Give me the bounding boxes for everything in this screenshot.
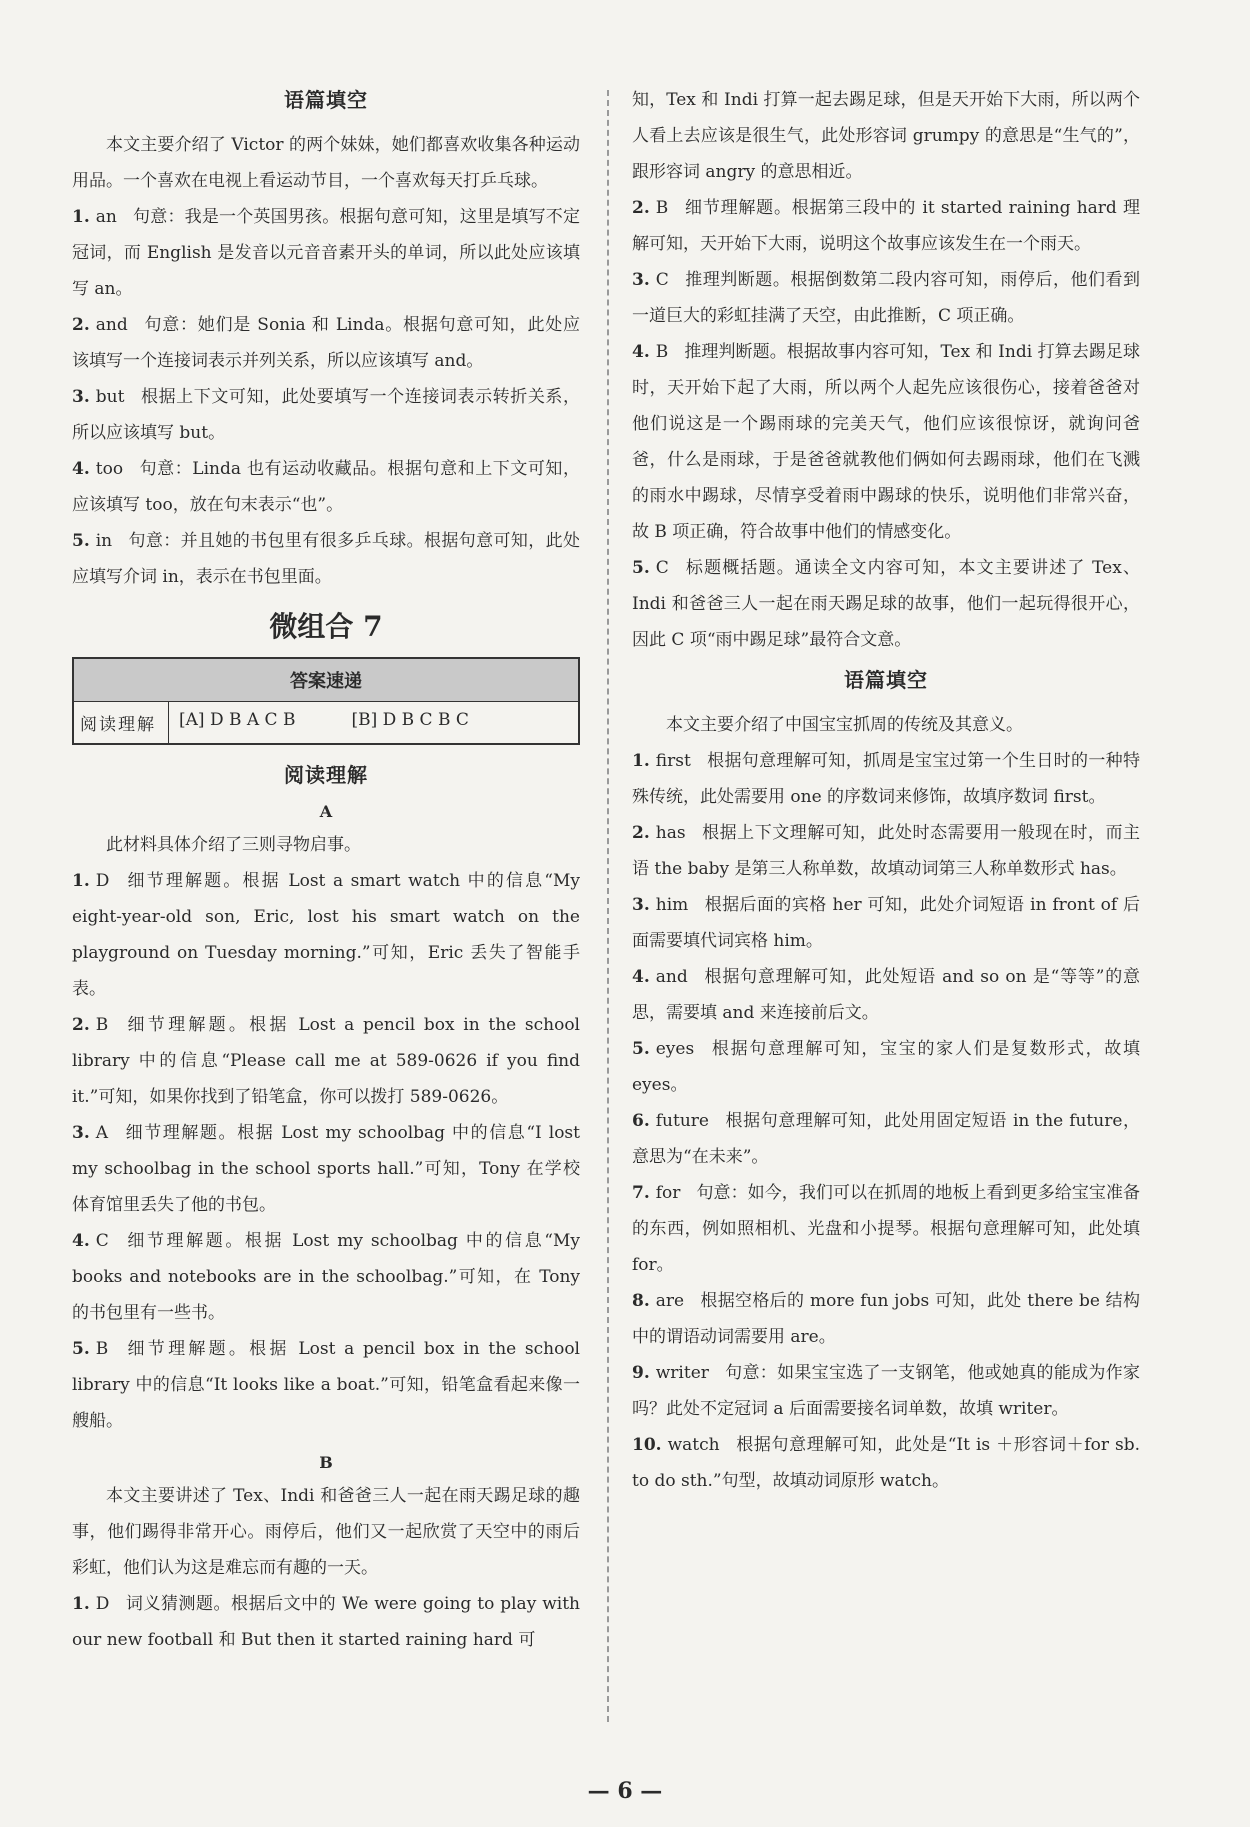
item-number: 5. [632,1039,650,1059]
answer-item [632,1103,1140,1175]
answer-item [72,199,580,307]
item-number: 3. [72,387,90,407]
item-explanation: 细节理解题。根据 Lost a smart watch 中的信息“My eight-year-old son, Eric, lost his smart watch on the playground on Tuesday morning.”可知，Eric 丢失了智能手表。 [72,871,580,999]
continuation-text: 知，Tex 和 Indi 打算一起去踢足球，但是天开始下大雨，所以两个人看上去应该是很生气，此处形容词 grumpy 的意思是“生气的”，跟形容词 angry 的意思相近。 [632,90,1140,182]
part-b-letter: B [319,1453,333,1472]
answer-box-label: 阅读理解 [74,702,169,743]
item-explanation: 根据句意理解可知，此处用固定短语 in the future，意思为“在未来”。 [632,1111,1140,1167]
item-number: 4. [632,967,650,987]
answer-item [72,523,580,595]
answer-item [632,1355,1140,1427]
answer-item [632,959,1140,1031]
item-explanation: 细节理解题。根据 Lost a pencil box in the school library 中的信息“Please call me at 589-0626 if you find it.”可知，如果你找到了铅笔盒，你可以拨打 589-0626。 [72,1015,580,1107]
column-divider [607,90,609,1722]
answer-item [632,550,1140,658]
answer-box [72,657,580,745]
answer-set-b: [B] D B C B C [351,710,469,730]
cloze-answers-2 [632,743,1140,1499]
answer-item [632,743,1140,815]
item-explanation: 细节理解题。根据 Lost my schoolbag 中的信息“My books and notebooks are in the schoolbag.”可知，在 Tony 的书包里有一些书。 [72,1231,580,1323]
answer-item [72,1586,580,1658]
answer-item [632,887,1140,959]
item-answer: A [95,1123,109,1143]
item-number: 7. [632,1183,650,1203]
item-answer: are [655,1291,685,1311]
item-number: 1. [632,751,650,771]
answer-item [72,1115,580,1223]
answer-item [72,379,580,451]
item-answer: B [95,1015,109,1035]
page-number: — 6 — [587,1778,663,1804]
part-b-answers [632,190,1140,658]
item-number: 5. [72,531,90,551]
item-number: 4. [72,1231,90,1251]
answer-item [72,451,580,523]
item-explanation: 句意：Linda 也有运动收藏品。根据句意和上下文可知，应该填写 too，放在句末表示“也”。 [72,459,580,515]
item-answer: writer [655,1363,709,1383]
item-number: 3. [632,895,650,915]
item-number: 8. [632,1291,650,1311]
item-explanation: 细节理解题。根据 Lost a pencil box in the school library 中的信息“It looks like a boat.”可知，铅笔盒看起来像一艘船。 [72,1339,580,1431]
item-explanation: 词义猜测题。根据后文中的 We were going to play with our new football 和 But then it started raining hard 可 [72,1594,580,1650]
item-number: 4. [72,459,90,479]
item-explanation: 细节理解题。根据第三段中的 it started raining hard 理解可知，天开始下大雨，说明这个故事应该发生在一个雨天。 [632,198,1140,254]
left-column [72,82,580,1658]
answer-item [632,190,1140,262]
answer-item [72,1007,580,1115]
item-answer: and [95,315,128,335]
answer-item [632,1031,1140,1103]
answer-box-header: 答案速递 [74,659,578,702]
item-explanation: 句意：并且她的书包里有很多乒乓球。根据句意可知，此处应填写介词 in，表示在书包里面。 [72,531,580,587]
item-answer: C [655,270,669,290]
item-answer: B [655,198,669,218]
answer-item [632,1283,1140,1355]
item-number: 10. [632,1435,662,1455]
part-a-letter: A [319,802,333,821]
item-explanation: 句意：我是一个英国男孩。根据句意可知，这里是填写不定冠词，而 English 是发音以元音音素开头的单词，所以此处应该填写 an。 [72,207,580,299]
item-answer: too [95,459,124,479]
item-explanation: 细节理解题。根据 Lost my schoolbag 中的信息“I lost my schoolbag in the school sports hall.”可知，Tony 在学校体育馆里丢失了他的书包。 [72,1123,580,1215]
item-explanation: 推理判断题。根据倒数第二段内容可知，雨停后，他们看到一道巨大的彩虹挂满了天空，由此推断，C 项正确。 [632,270,1140,326]
item-explanation: 句意：她们是 Sonia 和 Linda。根据句意可知，此处应该填写一个连接词表示并列关系，所以应该填写 and。 [72,315,580,371]
part-a-answers [72,863,580,1439]
item-explanation: 根据上下文可知，此处要填写一个连接词表示转折关系，所以应该填写 but。 [72,387,580,443]
item-answer: D [95,871,110,891]
item-explanation: 根据句意理解可知，此处是“It is ＋形容词＋for sb. to do sth.”句型，故填动词原形 watch。 [632,1435,1140,1491]
item-answer: and [655,967,688,987]
item-answer: B [95,1339,109,1359]
reading-title: 阅读理解 [284,763,368,787]
section-intro-2: 本文主要介绍了中国宝宝抓周的传统及其意义。 [666,715,1023,735]
item-explanation: 根据后面的宾格 her 可知，此处介词短语 in front of 后面需要填代词宾格 him。 [632,895,1140,951]
item-number: 9. [632,1363,650,1383]
answer-item [72,1331,580,1439]
item-number: 2. [72,315,90,335]
item-number: 1. [72,871,90,891]
cloze-answers-1 [72,199,580,595]
item-answer: D [95,1594,110,1614]
answer-item [632,1427,1140,1499]
item-answer: in [95,531,113,551]
answer-item [632,1175,1140,1283]
answer-item [632,815,1140,887]
item-number: 1. [72,1594,90,1614]
item-answer: an [95,207,117,227]
item-answer: B [655,342,669,362]
item-explanation: 句意：如今，我们可以在抓周的地板上看到更多给宝宝准备的东西，例如照相机、光盘和小提琴。根据句意理解可知，此处填 for。 [632,1183,1140,1275]
answer-item [72,863,580,1007]
answer-item [72,1223,580,1331]
answer-item [72,307,580,379]
item-answer: has [655,823,686,843]
answer-item [632,334,1140,550]
item-number: 2. [632,198,650,218]
group-title: 微组合 7 [269,610,383,643]
item-explanation: 根据上下文理解可知，此处时态需要用一般现在时，而主语 the baby 是第三人称单数，故填动词第三人称单数形式 has。 [632,823,1140,879]
item-number: 5. [72,1339,90,1359]
section-title: 语篇填空 [284,88,368,112]
item-explanation: 句意：如果宝宝选了一支钢笔，他或她真的能成为作家吗？此处不定冠词 a 后面需要接名词单数，故填 writer。 [632,1363,1140,1419]
item-explanation: 根据句意理解可知，此处短语 and so on 是“等等”的意思，需要填 and 来连接前后文。 [632,967,1140,1023]
part-a-intro: 此材料具体介绍了三则寻物启事。 [106,835,361,855]
item-explanation: 推理判断题。根据故事内容可知，Tex 和 Indi 打算去踢足球时，天开始下起了大雨，所以两个人起先应该很伤心，接着爸爸对他们说这是一个踢雨球的完美天气，他们应该很惊讶，就询问爸爸，什么是雨球，于是爸爸就教他们俩如何去踢雨球，他们在飞溅的雨水中踢球，尽情享受着雨中踢球的快乐，说明他们非常兴奋，故 B 项正确，符合故事中他们的情感变化。 [632,342,1140,542]
item-answer: future [655,1111,709,1131]
item-answer: for [655,1183,681,1203]
item-answer: first [655,751,691,771]
right-column [632,82,1140,1499]
item-explanation: 根据空格后的 more fun jobs 可知，此处 there be 结构中的谓语动词需要用 are。 [632,1291,1140,1347]
item-explanation: 标题概括题。通读全文内容可知，本文主要讲述了 Tex、Indi 和爸爸三人一起在雨天踢足球的故事，他们一起玩得很开心，因此 C 项“雨中踢足球”最符合文意。 [632,558,1140,650]
item-answer: him [655,895,689,915]
item-explanation: 根据句意理解可知，宝宝的家人们是复数形式，故填 eyes。 [632,1039,1140,1095]
item-number: 1. [72,207,90,227]
item-number: 2. [632,823,650,843]
answer-item [632,262,1140,334]
item-answer: watch [667,1435,720,1455]
part-b-intro: 本文主要讲述了 Tex、Indi 和爸爸三人一起在雨天踢足球的趣事，他们踢得非常开心。雨停后，他们又一起欣赏了天空中的雨后彩虹，他们认为这是难忘而有趣的一天。 [72,1486,580,1578]
item-answer: C [95,1231,109,1251]
item-explanation: 根据句意理解可知，抓周是宝宝过第一个生日时的一种特殊传统，此处需要用 one 的序数词来修饰，故填序数词 first。 [632,751,1140,807]
item-number: 5. [632,558,650,578]
section-title-2: 语篇填空 [844,668,928,692]
answer-set-a: [A] D B A C B [179,710,296,730]
item-answer: C [655,558,669,578]
item-number: 6. [632,1111,650,1131]
item-number: 3. [632,270,650,290]
item-number: 4. [632,342,650,362]
section-intro: 本文主要介绍了 Victor 的两个妹妹，她们都喜欢收集各种运动用品。一个喜欢在电视上看运动节目，一个喜欢每天打乒乓球。 [72,135,580,191]
item-number: 2. [72,1015,90,1035]
item-number: 3. [72,1123,90,1143]
item-answer: but [95,387,125,407]
item-answer: eyes [655,1039,695,1059]
